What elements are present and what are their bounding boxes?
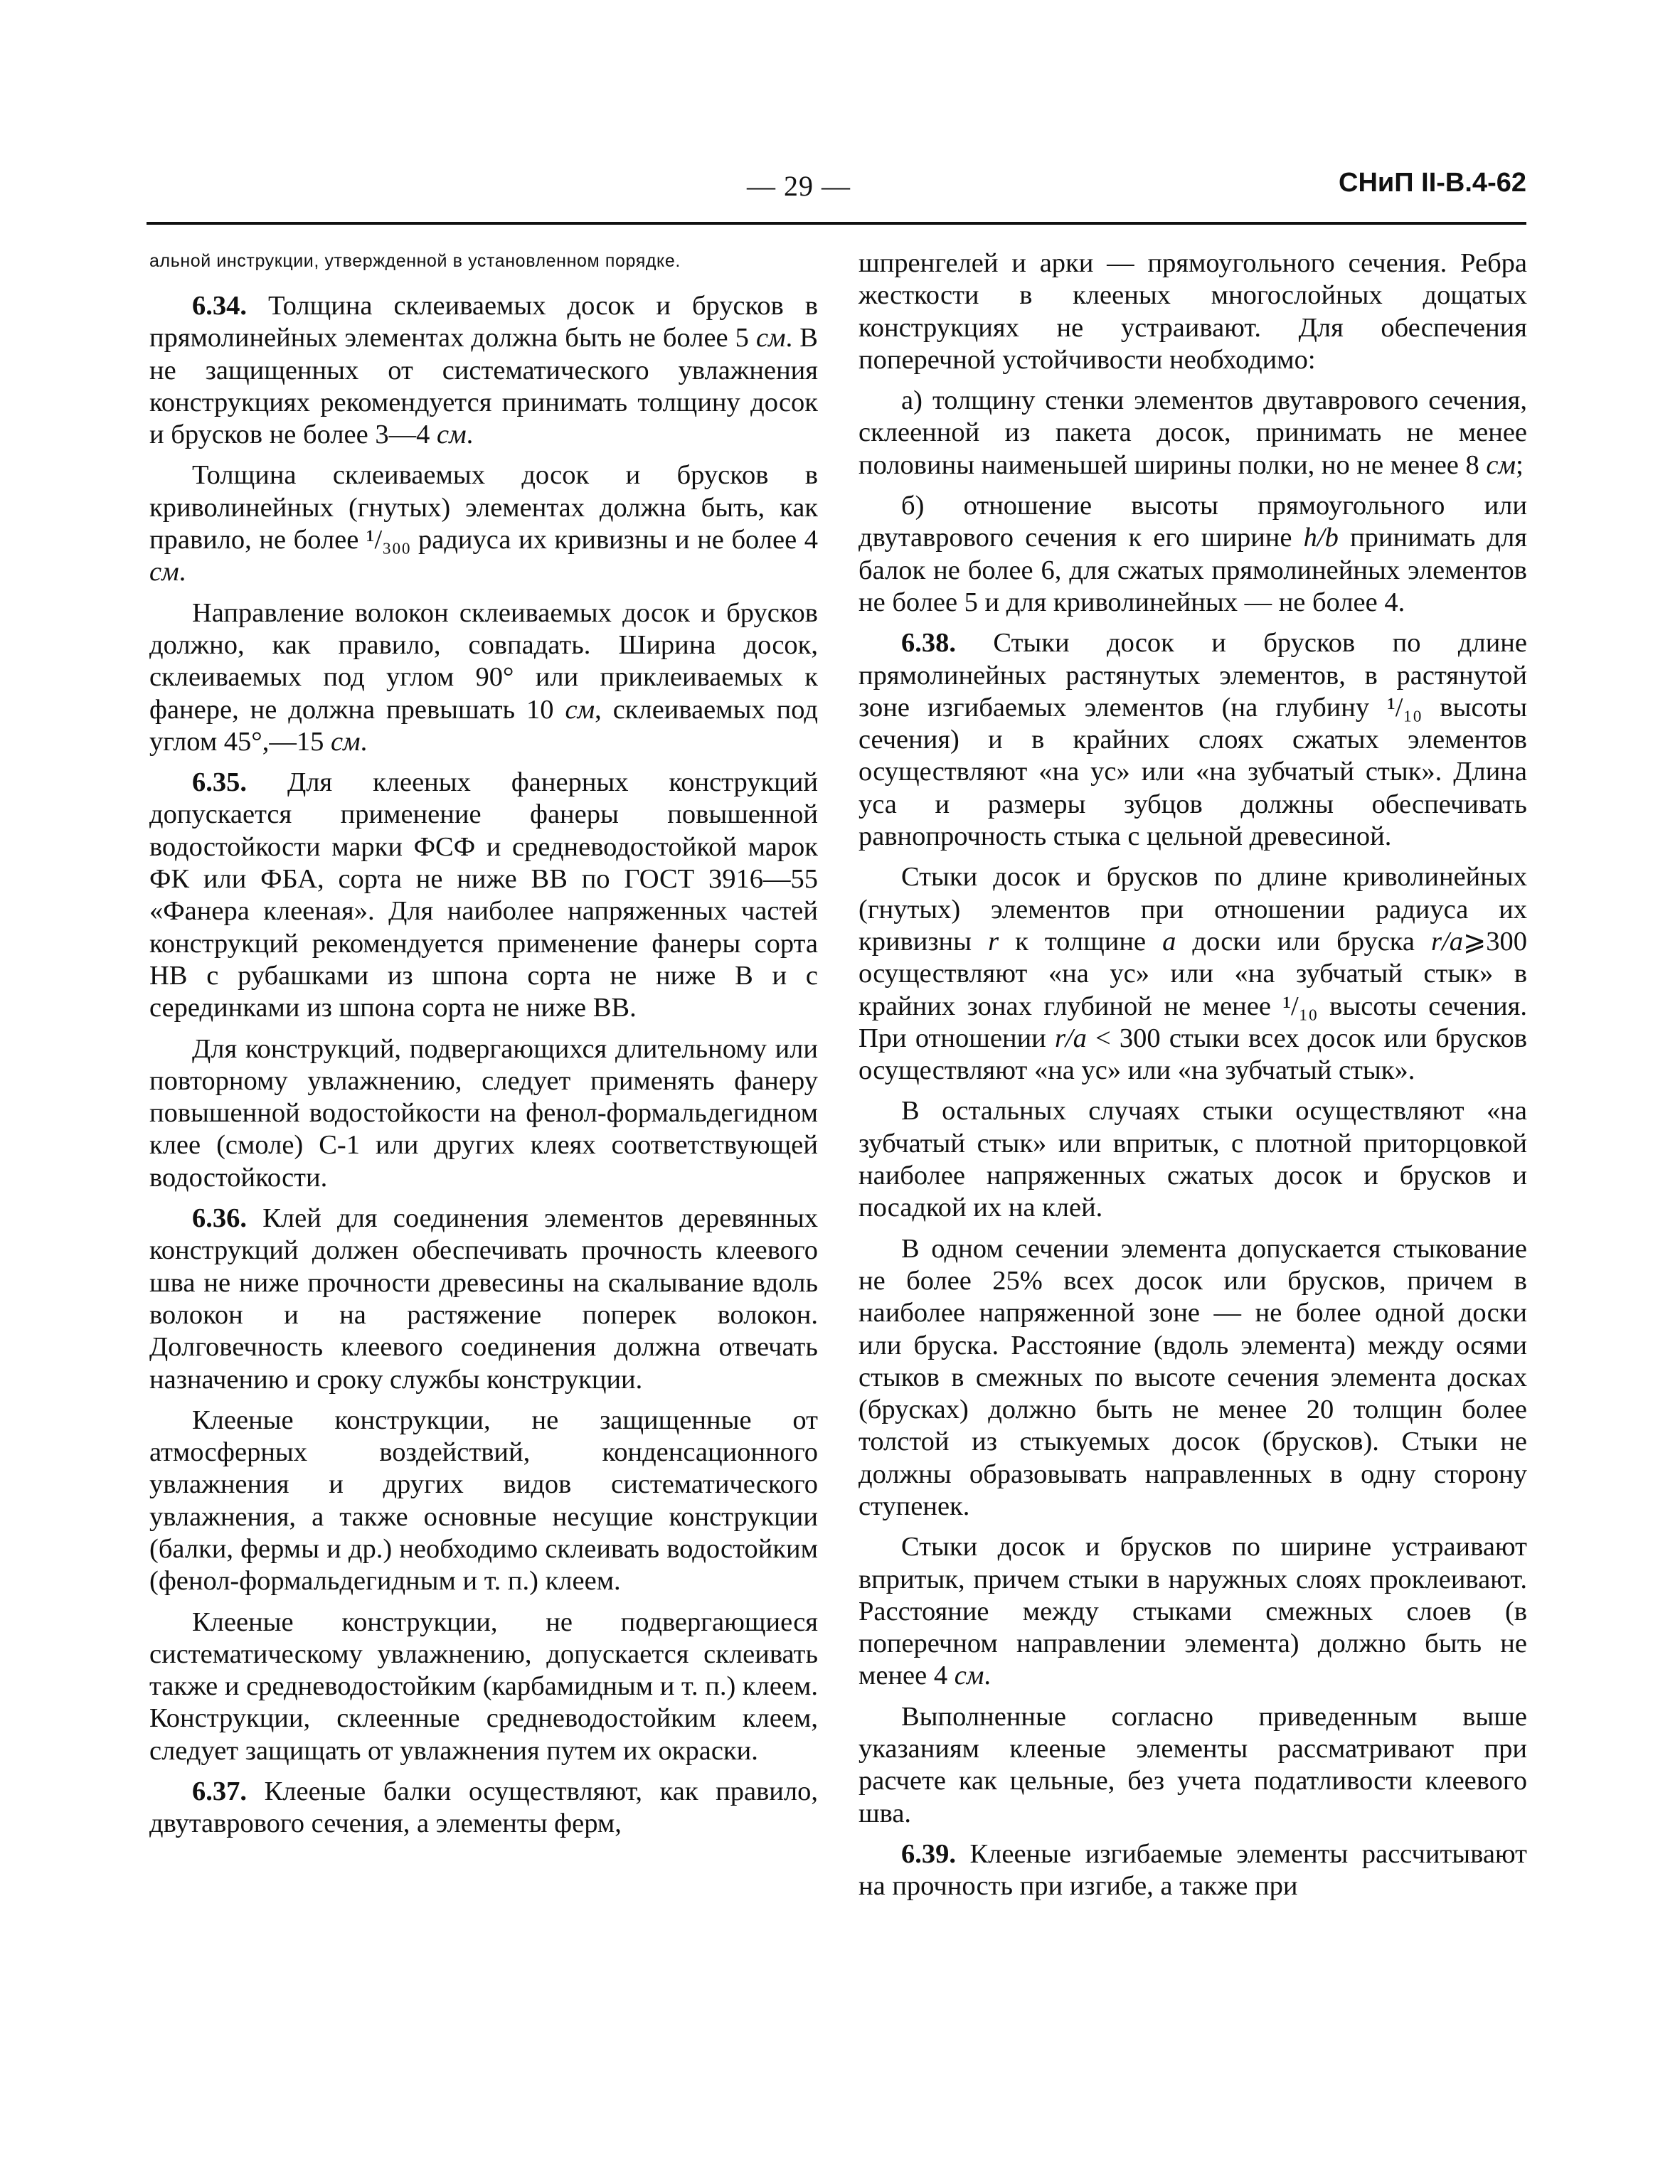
paragraph-text: к толщине bbox=[999, 926, 1163, 957]
paragraph bbox=[858, 861, 1527, 1087]
paragraph-text: доски или бруска bbox=[1176, 926, 1432, 957]
paragraph-text: . bbox=[984, 1661, 991, 1691]
paragraph-text: Толщина склеиваемых досок и брусков в прямолинейных элементах должна быть не более 5 bbox=[149, 291, 818, 353]
paragraph-6-39 bbox=[858, 1838, 1527, 1903]
paragraph-6-35 bbox=[149, 767, 818, 1024]
paragraph-text: шпренгелей и арки — прямоугольного сечения. Ребра жесткости в клееных многослойных дощатых конструкциях не устраивают. Для обеспечения поперечной устойчивости необходимо: bbox=[858, 248, 1527, 375]
list-item-a bbox=[858, 385, 1527, 481]
paragraph-text: ; bbox=[1516, 449, 1524, 480]
header-divider bbox=[147, 222, 1526, 225]
paragraph-text: . bbox=[466, 420, 474, 450]
paragraph bbox=[149, 1405, 818, 1598]
paragraph bbox=[858, 1095, 1527, 1224]
paragraph bbox=[858, 1701, 1527, 1830]
paragraph-text: принимать для балок не более 6, для сжатых прямолинейных элементов не более 5 и для криволинейных — не более 4. bbox=[858, 523, 1527, 617]
formula-variable: r/a bbox=[1431, 926, 1463, 957]
paragraph-text: < 300 стыки всех досок или брусков осуществляют «на ус» или «на зубчатый стык». bbox=[858, 1023, 1528, 1086]
paragraph-6-36 bbox=[149, 1203, 818, 1396]
paragraph-text: Стыки досок и брусков по ширине устраивают впритык, причем стыки в наружных слоях проклеивают. Расстояние между стыками смежных слоев (в поперечном направлении элемента) должно быть не менее 4 bbox=[858, 1532, 1527, 1691]
paragraph-6-34 bbox=[149, 290, 818, 451]
clause-number: 6.39. bbox=[901, 1838, 956, 1869]
formula-variable: r bbox=[988, 926, 999, 957]
paragraph-text: Клееные конструкции, не защищенные от атмосферных воздействий, конденсационного увлажнения и других видов систематического увлажнения, а также основные несущие конструкции (балки, фермы и др.) необходимо склеивать водостойким (фенол-формальдегидным и т. п.) клеем. bbox=[149, 1405, 818, 1597]
paragraph bbox=[149, 459, 818, 588]
left-column bbox=[149, 247, 818, 1849]
unit: см bbox=[437, 420, 467, 450]
paragraph-text: В одном сечении элемента допускается стыкование не более 25% всех досок или брусков, причем в наиболее напряженной зоне — не более одной доски или бруска. Расстояние (вдоль элемента) между осями стыков в смежных по высоте сечения элемента досках (брусках) должно быть не менее 20 толщин более толстой из стыкуемых досок (брусков). Стыки не должны образовывать направленных в одну сторону ступенек. bbox=[858, 1233, 1527, 1521]
paragraph-text: . bbox=[179, 557, 186, 587]
paragraph bbox=[149, 597, 818, 758]
paragraph-text: Стыки досок и брусков по длине прямолинейных растянутых элементов, в растянутой зоне изгибаемых элементов (на глубину ¹/₁₀ высоты сечения) и в крайних слоях сжатых элементов осуществляют «на ус» или «на зубчатый стык». Длина уса и размеры зубцов должны обеспечивать равнопрочность стыка с цельной древесиной. bbox=[858, 628, 1527, 852]
document-code: СНиП II-В.4-62 bbox=[1339, 168, 1526, 198]
paragraph-text: , склеиваемых под углом 45°,—15 bbox=[149, 694, 819, 757]
unit: см bbox=[149, 557, 179, 587]
page-number: — 29 — bbox=[747, 170, 851, 202]
formula-variable: h/b bbox=[1303, 523, 1339, 553]
paragraph-text: Направление волокон склеиваемых досок и брусков должно, как правило, совпадать. Ширина досок, склеиваемых под углом 90° или приклеиваемых к фанере, не должна превышать 10 bbox=[149, 597, 818, 725]
paragraph-continuation bbox=[149, 247, 818, 275]
clause-number: 6.34. bbox=[192, 291, 247, 321]
formula-variable: r/a bbox=[1054, 1023, 1087, 1053]
paragraph bbox=[149, 1033, 818, 1194]
paragraph-text: В остальных случаях стыки осуществляют «на зубчатый стык» или впритык, с плотной приторцовкой наиболее напряженных сжатых досок и брусков и посадкой их на клей. bbox=[858, 1096, 1527, 1223]
paragraph-text: Стыки досок и брусков по длине криволинейных (гнутых) элементов при отношении радиуса их кривизны bbox=[858, 862, 1527, 957]
paragraph-text: Клей для соединения элементов деревянных конструкций должен обеспечивать прочность клеевого шва не ниже прочности древесины на скалывание вдоль волокон и на растяжение поперек волокон. Долговечность клеевого соединения должна отвечать назначению и сроку службы конструкции. bbox=[149, 1203, 818, 1395]
right-column bbox=[858, 247, 1527, 1912]
paragraph-text: Толщина склеиваемых досок и брусков в криволинейных (гнутых) элементах должна быть, как правило, не более ¹/₃₀₀ радиуса их кривизны и не более 4 bbox=[149, 460, 818, 555]
paragraph-text: . В не защищенных от систематического увлажнения конструкциях рекомендуется принимать толщину досок и брусков не более 3—4 bbox=[149, 323, 818, 450]
paragraph-text: альной инструкции, утвержденной в установленном порядке. bbox=[149, 251, 681, 271]
paragraph-continuation bbox=[858, 247, 1527, 376]
paragraph bbox=[858, 1233, 1527, 1523]
list-item-b bbox=[858, 490, 1527, 619]
paragraph-text: Клееные балки осуществляют, как правило, двутаврового сечения, а элементы ферм, bbox=[149, 1777, 818, 1839]
unit: см bbox=[1486, 449, 1516, 480]
formula-variable: a bbox=[1162, 926, 1176, 957]
paragraph bbox=[858, 1531, 1527, 1692]
paragraph-text: ⩾300 осуществляют «на ус» или «на зубчатый стык» в крайних зонах глубиной не менее ¹/₁₀ высоты сечения. При отношении bbox=[858, 926, 1527, 1053]
unit: см bbox=[755, 323, 786, 353]
clause-number: 6.36. bbox=[192, 1203, 247, 1234]
paragraph-text: . bbox=[360, 726, 368, 757]
paragraph-text: Для конструкций, подвергающихся длительному или повторному увлажнению, следует применять фанеру повышенной водостойкости на фенол-формальдегидном клее (смоле) С-1 или других клеях соответствующей водостойкости. bbox=[149, 1033, 818, 1193]
paragraph-text: Для клееных фанерных конструкций допускается применение фанеры повышенной водостойкости марки ФСФ и средневодостойкой марок ФК или ФБА, сорта не ниже ВВ по ГОСТ 3916—55 «Фанера клееная». Для наиболее напряженных частей конструкций рекомендуется применение фанеры сорта НВ с рубашками из шпона сорта не ниже В и с серединками из шпона сорта не ниже ВВ. bbox=[149, 767, 818, 1023]
paragraph-text: а) толщину стенки элементов двутаврового сечения, склеенной из пакета досок, принимать не менее половины наименьшей ширины полки, но не менее 8 bbox=[858, 385, 1527, 480]
paragraph-text: Выполненные согласно приведенным выше указаниям клееные элементы рассматривают при расчете как цельные, без учета податливости клеевого шва. bbox=[858, 1701, 1527, 1828]
paragraph-text: Клееные изгибаемые элементы рассчитывают на прочность при изгибе, а также при bbox=[858, 1838, 1527, 1902]
unit: см bbox=[565, 694, 595, 725]
unit: см bbox=[954, 1661, 984, 1691]
paragraph bbox=[149, 1607, 818, 1767]
paragraph-text: б) отношение высоты прямоугольного или двутаврового сечения к его ширине bbox=[858, 491, 1527, 553]
clause-number: 6.38. bbox=[901, 628, 956, 659]
paragraph-text: Клееные конструкции, не подвергающиеся систематическому увлажнению, допускается склеивать также и средневодостойким (карбамидным и т. п.) клеем. Конструкции, склеенные средневодостойким клеем, следует защищать от увлажнения путем их окраски. bbox=[149, 1607, 818, 1766]
paragraph-6-37 bbox=[149, 1776, 818, 1841]
unit: см bbox=[330, 726, 361, 757]
clause-number: 6.35. bbox=[192, 767, 247, 798]
clause-number: 6.37. bbox=[192, 1777, 247, 1807]
paragraph-6-38 bbox=[858, 627, 1527, 853]
